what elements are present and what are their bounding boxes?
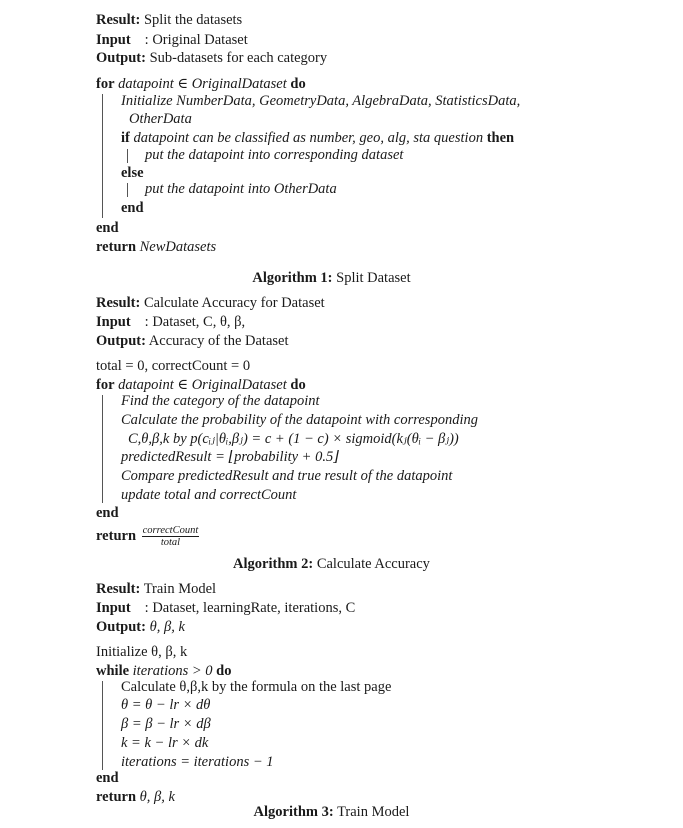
alg2-do-keyword: do [290, 377, 306, 393]
alg3-do-keyword: do [216, 663, 232, 679]
alg2-result-line [96, 295, 325, 312]
alg3-output-line [96, 619, 185, 636]
alg1-output-text: Sub-datasets for each category [149, 50, 328, 66]
alg2-for-block-bar [102, 395, 103, 503]
alg1-end-outer: end [96, 220, 119, 236]
alg2-fraction-numerator: correctCount [142, 525, 199, 536]
alg3-body-5: iterations = iterations − 1 [121, 754, 274, 770]
alg1-result-keyword: Result: [96, 12, 141, 28]
alg3-result-text: Train Model [143, 581, 217, 597]
alg1-if-body: put the datapoint into corresponding dataset [145, 147, 404, 163]
alg1-result-text: Split the datasets [143, 12, 243, 28]
alg3-result-keyword: Result: [96, 581, 141, 597]
alg2-caption-text: Calculate Accuracy [316, 556, 430, 572]
alg3-while-line [96, 663, 231, 680]
alg3-input-line [96, 600, 355, 617]
alg3-return-value: θ, β, k [139, 789, 175, 805]
alg3-while-condition: iterations > 0 [132, 663, 213, 679]
alg1-for-keyword: for [96, 76, 115, 92]
alg2-body-6: update total and correctCount [121, 487, 297, 503]
alg2-return-fraction [142, 525, 200, 548]
alg2-return-line [96, 525, 199, 548]
alg1-input-keyword: Input [96, 32, 131, 48]
alg1-end-inner: end [121, 200, 144, 216]
alg1-return-line [96, 239, 216, 256]
alg3-body-3: β = β − lr × dβ [121, 716, 211, 732]
alg1-input-colon: : [144, 32, 149, 48]
alg1-if-condition: datapoint can be classified as number, geo, alg, sta question [133, 130, 484, 146]
alg2-return-keyword: return [96, 527, 137, 544]
alg3-body-2: θ = θ − lr × dθ [121, 697, 211, 713]
alg2-output-text: Accuracy of the Dataset [148, 333, 289, 349]
alg2-body-4: predictedResult = ⌊probability + 0.5⌋ [121, 449, 339, 465]
alg2-for-line [96, 377, 306, 394]
alg3-input-keyword: Input [96, 600, 131, 616]
alg2-caption [0, 556, 663, 573]
alg3-input-colon: : [144, 600, 149, 616]
alg2-for-condition: datapoint ∈ OriginalDataset [118, 377, 287, 393]
alg1-return-value: NewDatasets [139, 239, 217, 255]
alg3-while-block-bar [102, 681, 103, 770]
alg3-result-line [96, 581, 216, 598]
alg3-body-4: k = k − lr × dk [121, 735, 209, 751]
alg2-body-3: C,θ,β,k by p(cᵢⱼ|θᵢ,βⱼ) = c + (1 − c) × sigmoid(kⱼ(θᵢ − βⱼ)) [128, 431, 459, 447]
alg1-caption-label: Algorithm 1: [252, 270, 333, 286]
alg1-for-condition: datapoint ∈ OriginalDataset [118, 76, 287, 92]
alg2-body-5: Compare predictedResult and true result of the datapoint [121, 468, 453, 484]
alg2-input-colon: : [144, 314, 149, 330]
alg2-fraction-denominator: total [160, 537, 181, 548]
alg3-output-keyword: Output: [96, 619, 146, 635]
alg3-input-text: Dataset, learningRate, iterations, C [152, 600, 356, 616]
alg1-input-line [96, 32, 248, 49]
alg2-end: end [96, 505, 119, 521]
alg1-for-line [96, 76, 306, 93]
alg3-end: end [96, 770, 119, 786]
alg1-if-block-bar [127, 149, 128, 163]
alg3-caption [0, 804, 663, 821]
alg1-init-line-2: OtherData [129, 111, 192, 127]
alg2-for-keyword: for [96, 377, 115, 393]
alg2-caption-label: Algorithm 2: [233, 556, 314, 572]
alg1-if-line [121, 130, 514, 147]
alg3-caption-text: Train Model [337, 804, 410, 820]
alg1-output-keyword: Output: [96, 50, 146, 66]
alg2-input-line [96, 314, 245, 331]
alg1-result-line [96, 12, 242, 29]
alg2-result-keyword: Result: [96, 295, 141, 311]
alg1-output-line [96, 50, 327, 67]
alg1-for-block-bar [102, 94, 103, 218]
alg1-input-text: Original Dataset [152, 32, 248, 48]
alg3-output-text: θ, β, k [149, 619, 185, 635]
alg2-init-line: total = 0, correctCount = 0 [96, 358, 251, 374]
alg1-do-keyword: do [290, 76, 306, 92]
alg1-caption-text: Split Dataset [336, 270, 411, 286]
alg2-body-2: Calculate the probability of the datapoint with corresponding [121, 412, 478, 428]
alg1-else-keyword: else [121, 165, 144, 181]
alg2-input-text: Dataset, C, θ, β, [152, 314, 246, 330]
alg1-init-line-1: Initialize NumberData, GeometryData, AlgebraData, StatisticsData, [121, 93, 521, 109]
alg2-result-text: Calculate Accuracy for Dataset [143, 295, 325, 311]
alg1-then-keyword: then [486, 130, 515, 146]
alg3-return-keyword: return [96, 789, 137, 805]
alg2-body-1: Find the category of the datapoint [121, 393, 320, 409]
alg1-else-body: put the datapoint into OtherData [145, 181, 337, 197]
alg1-caption [0, 270, 663, 287]
alg3-body-1: Calculate θ,β,k by the formula on the last page [121, 679, 392, 695]
alg2-output-line [96, 333, 289, 350]
alg1-if-keyword: if [121, 130, 130, 146]
alg2-input-keyword: Input [96, 314, 131, 330]
alg3-while-keyword: while [96, 663, 130, 679]
alg3-caption-label: Algorithm 3: [253, 804, 334, 820]
alg1-return-keyword: return [96, 239, 137, 255]
alg1-else-block-bar [127, 183, 128, 197]
alg3-init-line: Initialize θ, β, k [96, 644, 188, 660]
alg2-output-keyword: Output: [96, 333, 146, 349]
